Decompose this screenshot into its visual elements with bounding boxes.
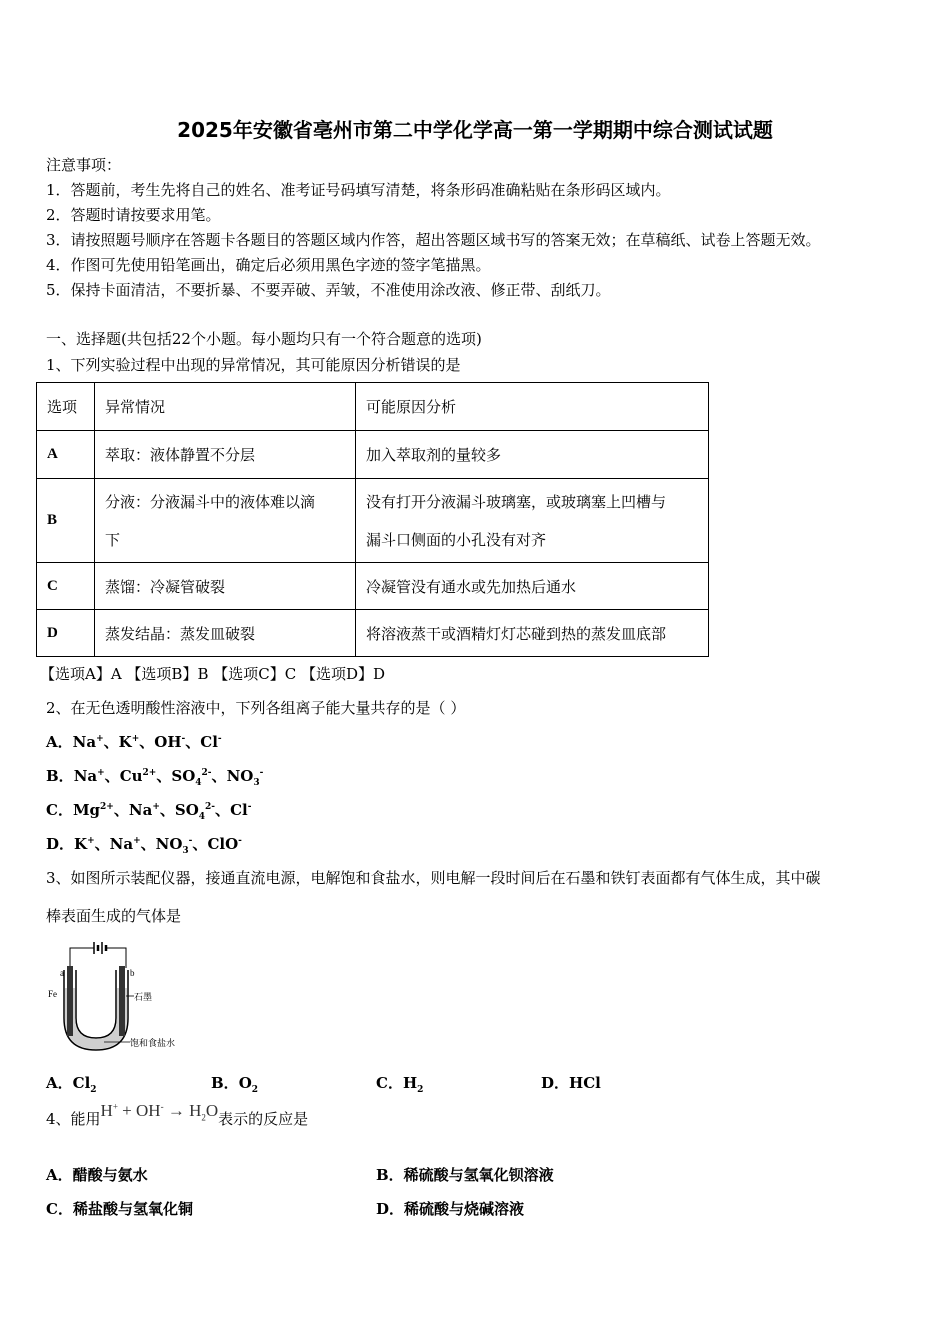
ion: Cl — [230, 801, 248, 819]
charge: - — [238, 836, 242, 846]
charge: 2- — [201, 768, 212, 778]
subscript: 3 — [253, 778, 260, 788]
separator: 、 — [140, 835, 156, 853]
q1-table — [36, 382, 709, 657]
charge: + — [152, 802, 160, 812]
charge: - — [247, 802, 252, 812]
separator: 、 — [94, 835, 110, 853]
q2-option-b — [46, 765, 263, 788]
ion: Na — [73, 767, 98, 785]
table-row — [37, 479, 709, 563]
q1-options: 【选项A】A 【选项B】B 【选项C】C 【选项D】D — [40, 665, 386, 683]
q2-option-a — [46, 731, 222, 752]
row-cause-line: 漏斗口侧面的小孔没有对齐 — [366, 530, 547, 549]
subscript: 2 — [90, 1085, 97, 1095]
section-heading: 一、选择题(共包括22个小题。每小题均只有一个符合题意的选项) — [46, 330, 482, 348]
option-label: B． — [46, 767, 74, 785]
row-issue-line: 下 — [105, 530, 121, 549]
separator: 、 — [104, 767, 120, 785]
ion: Cl — [200, 733, 218, 751]
separator: 、 — [113, 801, 129, 819]
separator: 、 — [139, 733, 155, 751]
table-row — [37, 431, 709, 479]
option-label: B． — [211, 1074, 239, 1092]
ion: NO — [226, 767, 254, 785]
row-key: D — [37, 610, 95, 657]
label-graphite: 石墨 — [134, 993, 153, 1003]
ion: ClO — [207, 835, 239, 853]
label-brine: 饱和食盐水 — [130, 1039, 176, 1049]
q3-option-b — [211, 1072, 258, 1095]
row-cause: 冷凝管没有通水或先加热后通水 — [356, 563, 709, 610]
eq-h: H — [100, 1101, 113, 1120]
q3-option-a — [46, 1072, 97, 1095]
charge: - — [259, 768, 264, 778]
q4-option-b: B．稀硫酸与氢氧化钡溶液 — [376, 1166, 554, 1184]
row-cause: 将溶液蒸干或酒精灯灯芯碰到热的蒸发皿底部 — [356, 610, 709, 657]
formula: H — [402, 1074, 418, 1092]
separator: 、 — [159, 801, 175, 819]
row-issue: 萃取：液体静置不分层 — [95, 431, 356, 479]
q2-option-c — [46, 799, 251, 822]
eq-water-sub: 2 — [201, 1112, 206, 1123]
notice-item: 4．作图可先使用铅笔画出，确定后必须用黑色字迹的签字笔描黑。 — [46, 256, 491, 274]
table-header-row — [37, 383, 709, 431]
electrolysis-apparatus-figure — [46, 938, 186, 1060]
q4-option-c: C．稀盐酸与氢氧化铜 — [46, 1200, 193, 1218]
notice-item: 5．保持卡面清洁，不要折暴、不要弄破、弄皱，不准使用涂改液、修正带、刮纸刀。 — [46, 281, 611, 299]
table-row — [37, 563, 709, 610]
eq-water-h: H — [189, 1101, 202, 1120]
ion: Na — [128, 801, 153, 819]
ion: SO — [171, 767, 196, 785]
option-label: C． — [46, 801, 73, 819]
eq-arrow: → — [167, 1101, 185, 1120]
separator: 、 — [192, 835, 208, 853]
formula: O — [238, 1074, 252, 1092]
ionic-equation: $H^+ + OH^- \to H_2O$ — [100, 1101, 219, 1123]
separator: 、 — [156, 767, 172, 785]
ion: K — [118, 733, 132, 751]
charge: 2+ — [142, 768, 157, 778]
row-cause-line: 没有打开分液漏斗玻璃塞，或玻璃塞上凹槽与 — [366, 492, 667, 511]
ion: SO — [174, 801, 199, 819]
q3-stem-line2: 棒表面生成的气体是 — [46, 907, 182, 925]
subscript: 4 — [195, 778, 202, 788]
charge: + — [87, 836, 95, 846]
row-issue — [95, 479, 356, 563]
charge: + — [97, 768, 105, 778]
notice-heading: 注意事项： — [46, 156, 122, 174]
separator: 、 — [211, 767, 227, 785]
formula: HCl — [569, 1074, 601, 1092]
charge: 2- — [205, 802, 216, 812]
row-key: A — [37, 431, 95, 479]
charge: + — [131, 734, 140, 744]
table-header-cell: 可能原因分析 — [356, 383, 709, 431]
charge: - — [217, 734, 222, 744]
ion: Mg — [72, 801, 101, 819]
charge: - — [181, 734, 186, 744]
row-cause: 加入萃取剂的量较多 — [356, 431, 709, 479]
q1-stem: 1、下列实验过程中出现的异常情况，其可能原因分析错误的是 — [46, 356, 461, 374]
charge: - — [188, 836, 193, 846]
row-cause — [356, 479, 709, 563]
q3-stem-line1: 3、如图所示装配仪器，接通直流电源，电解饱和食盐水，则电解一段时间后在石墨和铁钉表面都有气体生成，其中碳 — [46, 869, 821, 887]
table-header-cell: 异常情况 — [95, 383, 356, 431]
q3-option-c — [376, 1072, 423, 1095]
option-label: D． — [541, 1074, 570, 1092]
row-issue: 蒸发结晶：蒸发皿破裂 — [95, 610, 356, 657]
option-label: D． — [46, 835, 75, 853]
subscript: 4 — [198, 812, 206, 822]
iron-electrode — [67, 966, 73, 1036]
separator: 、 — [215, 801, 231, 819]
table-header-cell: 选项 — [37, 383, 95, 431]
row-issue: 蒸馏：冷凝管破裂 — [95, 563, 356, 610]
q4-option-d: D．稀硫酸与烧碱溶液 — [376, 1200, 525, 1218]
q2-stem: 2、在无色透明酸性溶液中，下列各组离子能大量共存的是（ ） — [46, 699, 466, 717]
charge: 2+ — [100, 802, 114, 812]
ion: K — [74, 835, 88, 853]
subscript: 2 — [251, 1085, 259, 1095]
label-b: b — [130, 968, 135, 978]
ion: Na — [109, 835, 134, 853]
charge: + — [96, 734, 104, 744]
row-key: C — [37, 563, 95, 610]
notice-item: 3．请按照题号顺序在答题卡各题目的答题区域内作答，超出答题区域书写的答案无效；在草稿纸、试卷上答题无效。 — [46, 231, 821, 249]
q4-option-a: A．醋酸与氨水 — [46, 1166, 148, 1184]
q4-prefix: 4、能用 — [46, 1110, 101, 1128]
notice-item: 1．答题前，考生先将自己的姓名、准考证号码填写清楚，将条形码准确粘贴在条形码区域内。 — [46, 181, 671, 199]
row-key: B — [37, 479, 95, 563]
label-fe: Fe — [48, 989, 57, 999]
table-row — [37, 610, 709, 657]
ion: Na — [72, 733, 97, 751]
q4-stem — [46, 1101, 309, 1130]
eq-oh: + OH — [122, 1101, 161, 1120]
brine-solution — [65, 988, 127, 1049]
q3-option-d — [541, 1072, 601, 1093]
graphite-electrode — [119, 966, 125, 1036]
ion: OH — [154, 733, 182, 751]
charge: + — [133, 836, 141, 846]
ion: NO — [155, 835, 183, 853]
separator: 、 — [185, 733, 201, 751]
row-issue-line: 分液：分液漏斗中的液体难以滴 — [105, 492, 316, 511]
label-a: a — [60, 968, 64, 978]
battery-icon — [94, 942, 106, 954]
subscript: 2 — [417, 1085, 424, 1095]
separator: 、 — [103, 733, 119, 751]
q2-option-d — [46, 833, 242, 856]
formula: Cl — [72, 1074, 91, 1092]
option-label: A． — [46, 1074, 73, 1092]
ion: Cu — [119, 767, 143, 785]
subscript: 3 — [182, 846, 189, 856]
eq-water-o: O — [205, 1101, 219, 1120]
page-title: 2025年安徽省亳州市第二中学化学高一第一学期期中综合测试试题 — [177, 118, 773, 142]
option-label: A． — [46, 733, 73, 751]
option-label: C． — [376, 1074, 403, 1092]
q4-suffix: 表示的反应是 — [218, 1110, 309, 1128]
notice-item: 2．答题时请按要求用笔。 — [46, 206, 221, 224]
